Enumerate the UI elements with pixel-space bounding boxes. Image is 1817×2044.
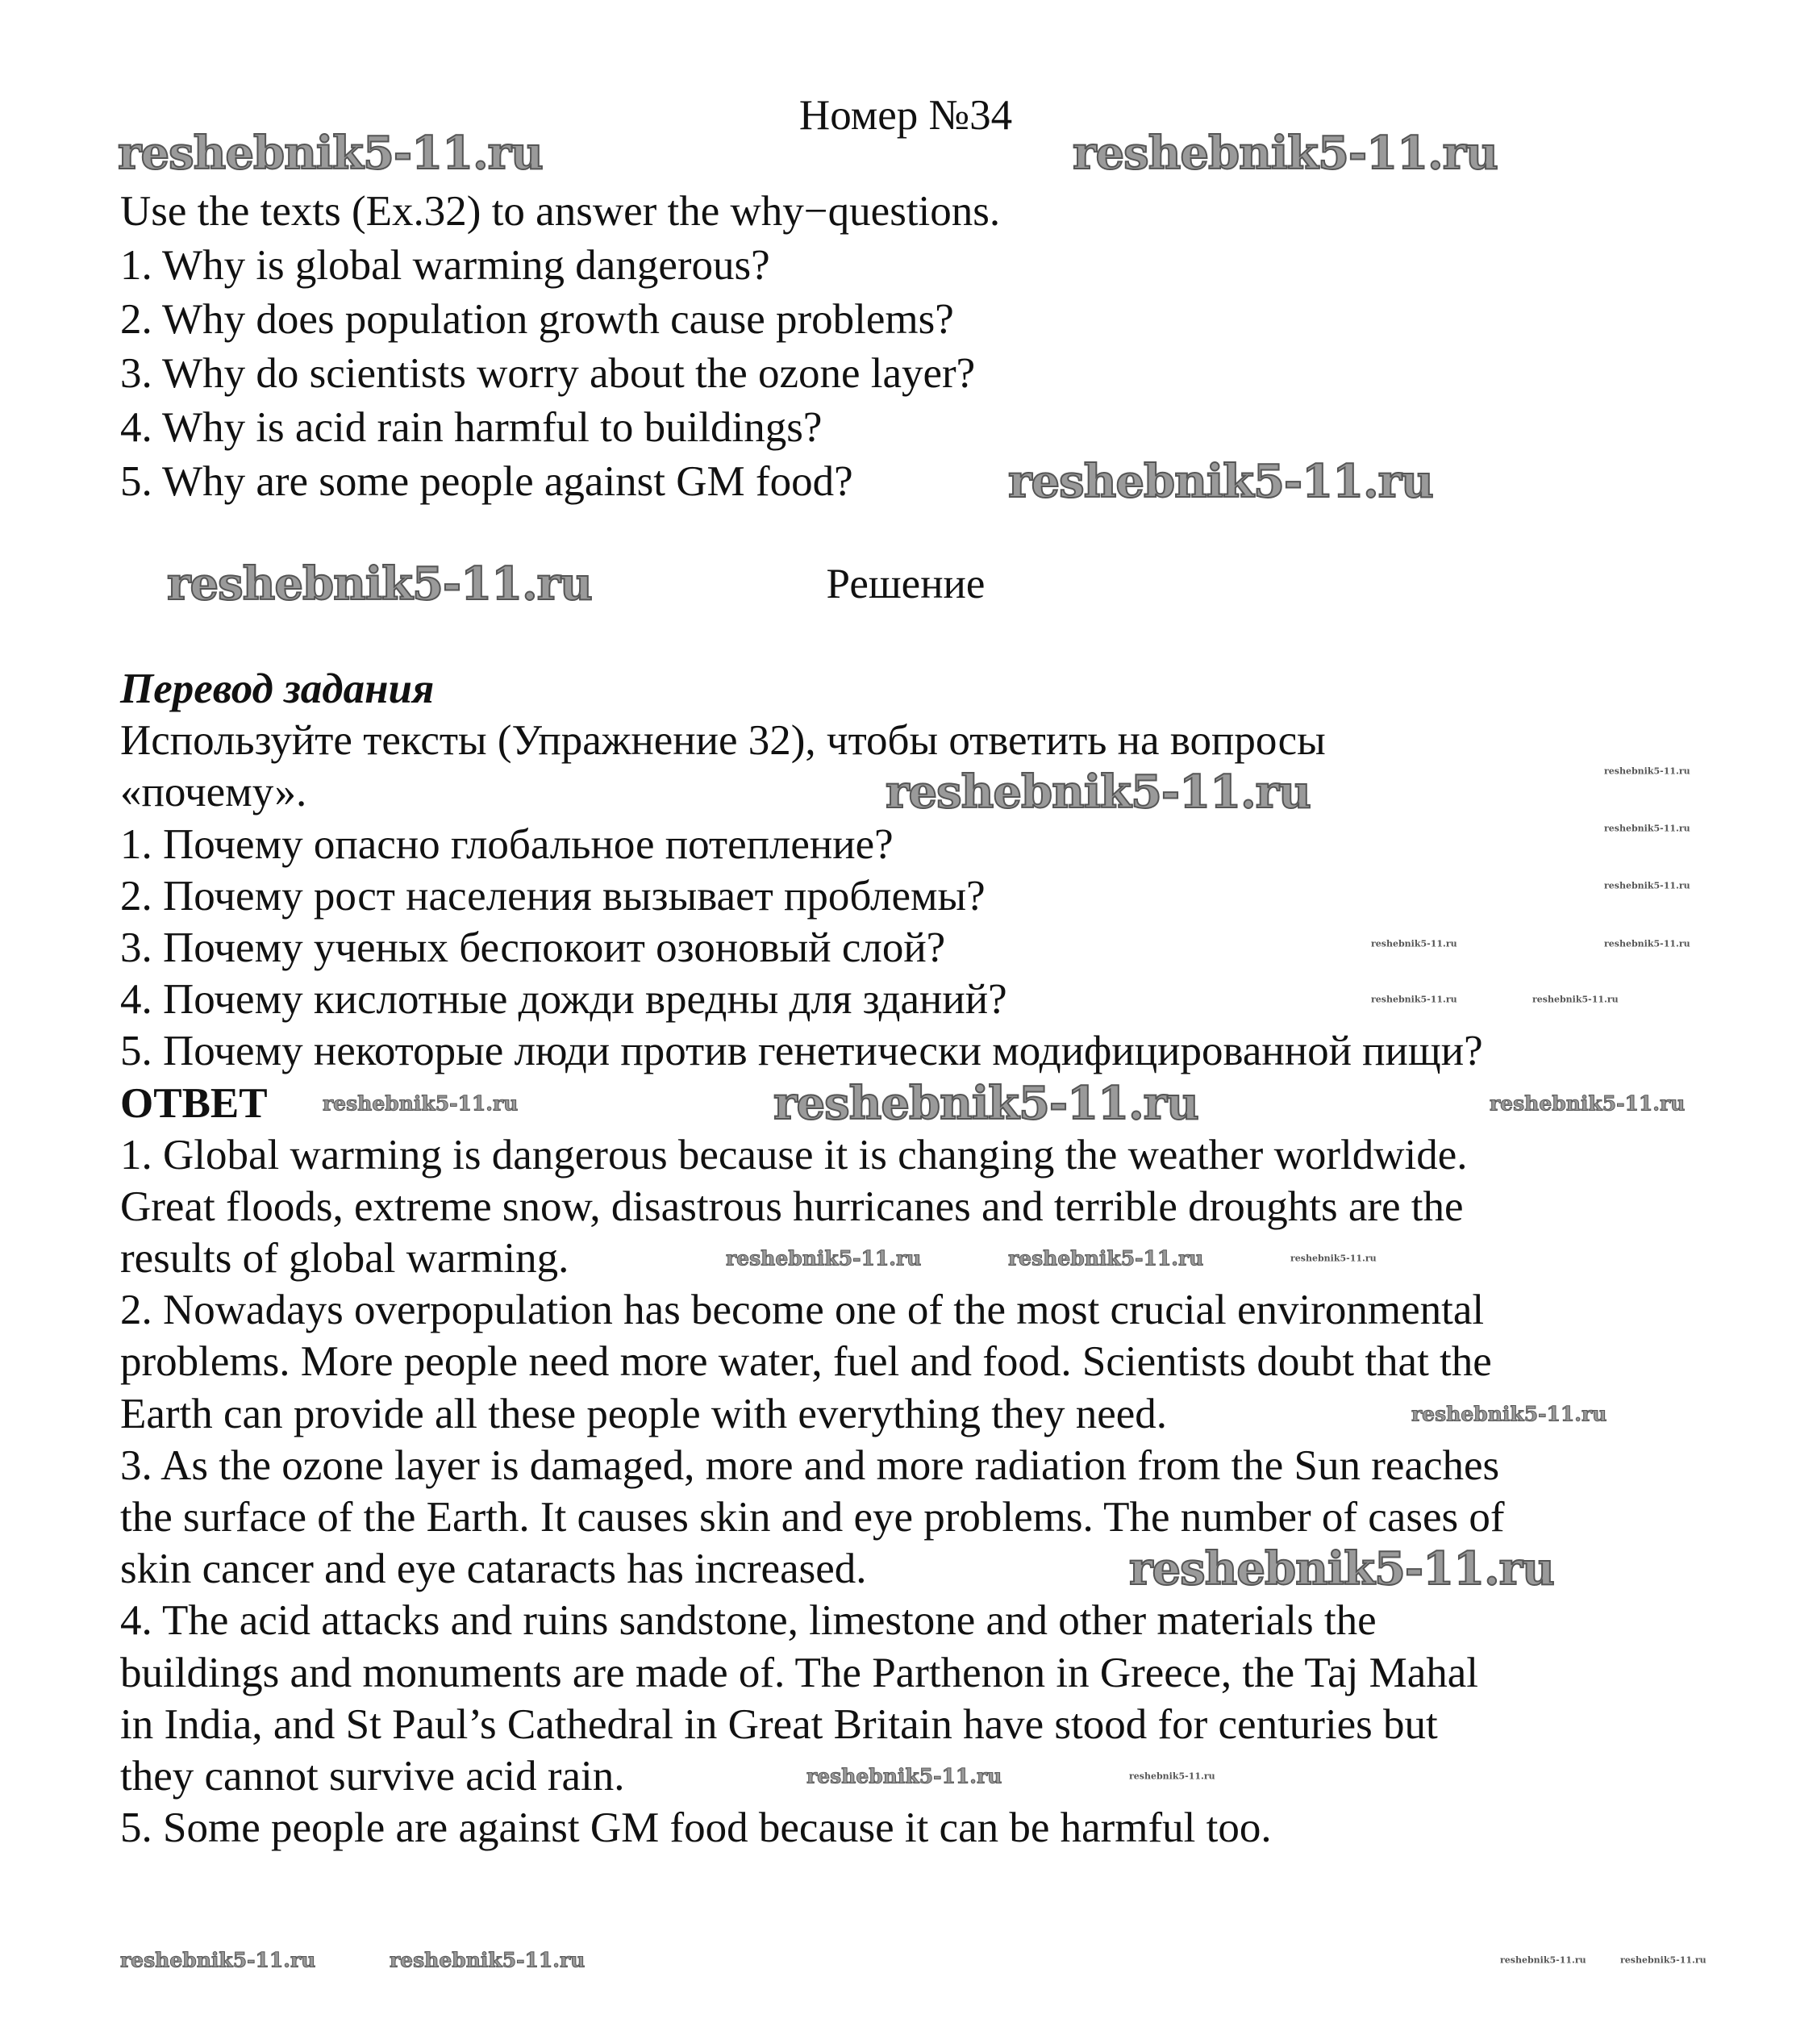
watermark: reshebnik5-11.ru [118, 127, 543, 180]
watermark: reshebnik5-11.ru [1411, 1402, 1607, 1426]
translation-line: «почему». [120, 769, 307, 816]
page-title: Номер №34 [798, 92, 1013, 139]
task-instruction: Use the texts (Ex.32) to answer the why−questions. [120, 188, 1001, 235]
watermark: reshebnik5-11.ru [1073, 127, 1498, 180]
watermark: reshebnik5-11.ru [323, 1091, 519, 1116]
watermark: reshebnik5-11.ru [1008, 1246, 1204, 1270]
question: 5. Why are some people against GM food? [120, 458, 853, 505]
answer-line: 2. Nowadays overpopulation has become one of the most crucial environmental [120, 1287, 1485, 1334]
watermark: reshebnik5-11.ru [1604, 880, 1690, 891]
answer-line: they cannot survive acid rain. [120, 1752, 625, 1800]
watermark: reshebnik5-11.ru [1129, 1771, 1215, 1782]
question: 1. Why is global warming dangerous? [120, 242, 770, 289]
answer-line: 4. The acid attacks and ruins sandstone, limestone and other materials the [120, 1597, 1377, 1645]
watermark: reshebnik5-11.ru [886, 765, 1311, 819]
watermark: reshebnik5-11.ru [1604, 938, 1690, 949]
translation-line: 1. Почему опасно глобальное потепление? [120, 820, 894, 868]
watermark: reshebnik5-11.ru [1371, 938, 1457, 949]
watermark: reshebnik5-11.ru [1490, 1091, 1686, 1116]
answer-line: in India, and St Paul’s Cathedral in Great Britain have stood for centuries but [120, 1700, 1438, 1748]
watermark: reshebnik5-11.ru [1532, 994, 1619, 1005]
watermark: reshebnik5-11.ru [1604, 823, 1690, 834]
answer-line: Earth can provide all these people with everything they need. [120, 1390, 1168, 1437]
watermark: reshebnik5-11.ru [1620, 1954, 1707, 1966]
translation-line: 3. Почему ученых беспокоит озоновый слой? [120, 924, 946, 971]
answer-line: Great floods, extreme snow, disastrous hurricanes and terrible droughts are the [120, 1183, 1464, 1230]
answer-line: skin cancer and eye cataracts has increased. [120, 1546, 867, 1593]
answer-heading: ОТВЕТ [120, 1079, 268, 1127]
watermark: reshebnik5-11.ru [167, 557, 592, 611]
question: 2. Why does population growth cause problems? [120, 296, 954, 343]
translation-line: 2. Почему рост населения вызывает проблемы? [120, 872, 986, 920]
answer-line: the surface of the Earth. It causes skin and eye problems. The number of cases of [120, 1494, 1505, 1541]
watermark: reshebnik5-11.ru [726, 1246, 922, 1270]
task-block [120, 185, 1000, 509]
answer-line: 3. As the ozone layer is damaged, more and more radiation from the Sun reaches [120, 1441, 1500, 1489]
translation-line: 5. Почему некоторые люди против генетически модифицированной пищи? [120, 1028, 1483, 1075]
answer-line: results of global warming. [120, 1235, 569, 1283]
watermark: reshebnik5-11.ru [1371, 994, 1457, 1005]
answer-line: 5. Some people are against GM food because it can be harmful too. [120, 1804, 1272, 1852]
watermark: reshebnik5-11.ru [1604, 765, 1690, 777]
translation-line: Используйте тексты (Упражнение 32), чтобы ответить на вопросы [120, 717, 1326, 765]
watermark: reshebnik5-11.ru [1008, 455, 1433, 508]
watermark: reshebnik5-11.ru [390, 1948, 586, 1972]
answer-line: 1. Global warming is dangerous because it is changing the weather worldwide. [120, 1131, 1468, 1178]
watermark: reshebnik5-11.ru [1129, 1542, 1554, 1596]
watermark: reshebnik5-11.ru [1290, 1253, 1377, 1264]
solution-heading: Решение [826, 561, 986, 607]
question: 3. Why do scientists worry about the ozone layer? [120, 350, 976, 397]
watermark: reshebnik5-11.ru [773, 1077, 1198, 1130]
answer-line: problems. More people need more water, fuel and food. Scientists doubt that the [120, 1338, 1492, 1386]
watermark: reshebnik5-11.ru [806, 1764, 1002, 1788]
watermark: reshebnik5-11.ru [1500, 1954, 1586, 1966]
translation-heading: Перевод задания [120, 665, 435, 712]
question: 4. Why is acid rain harmful to buildings? [120, 404, 823, 451]
translation-line: 4. Почему кислотные дожди вредны для зданий? [120, 976, 1007, 1024]
watermark: reshebnik5-11.ru [120, 1948, 316, 1972]
answer-line: buildings and monuments are made of. The Parthenon in Greece, the Taj Mahal [120, 1649, 1478, 1696]
